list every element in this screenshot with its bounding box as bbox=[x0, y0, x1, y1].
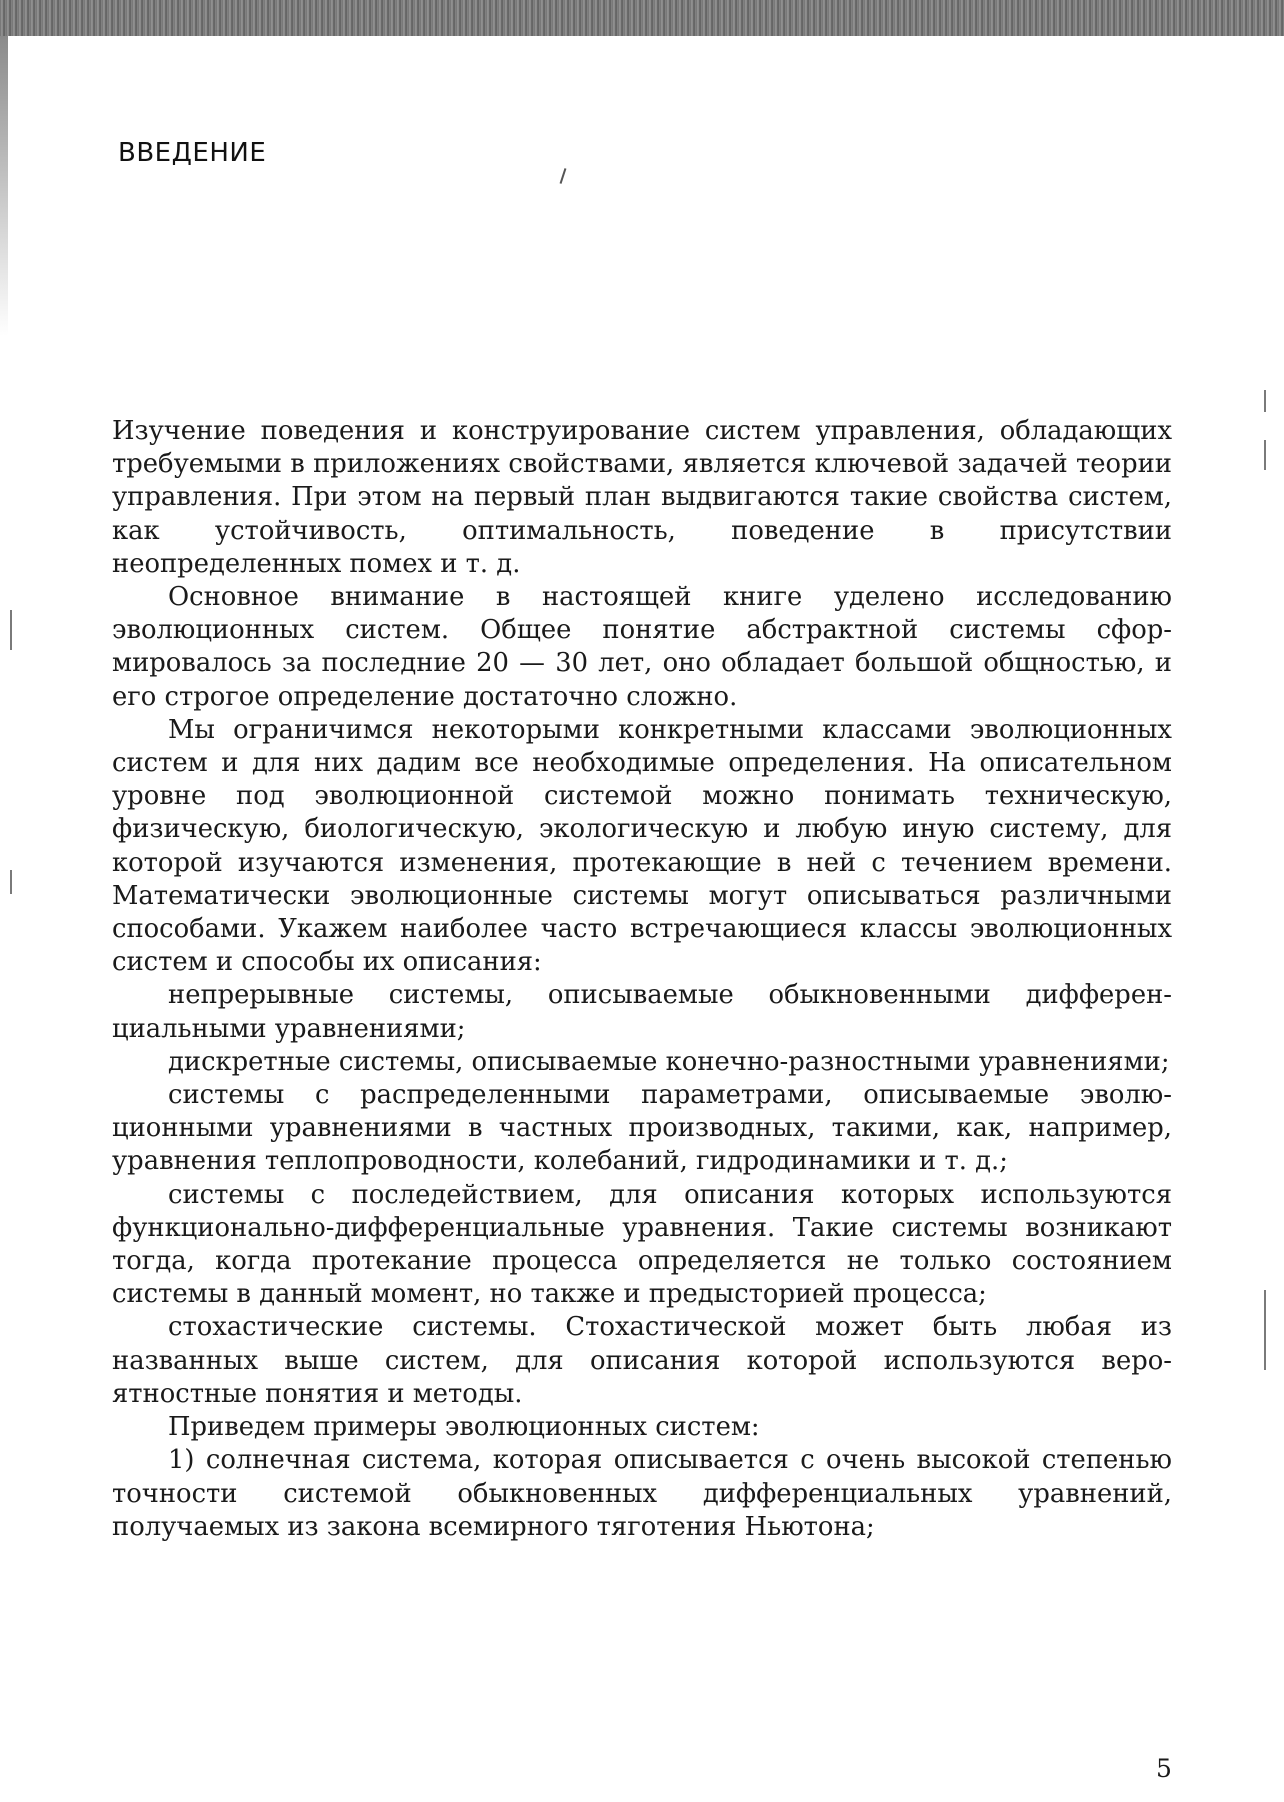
scan-margin-mark bbox=[10, 870, 12, 894]
page-number: 5 bbox=[1156, 1754, 1172, 1783]
paragraph-examples-intro: Приведем примеры эволюционных систем: bbox=[168, 1412, 760, 1443]
scan-margin-mark bbox=[1264, 440, 1266, 470]
list-item-aftereffect: системы с последействием, для описания которых используются функционально-дифференциальные уравнения. Такие системы возникают тогда, когда протекание процесса определяется не только состоянием системы в данный момент, но также и предысторией процесса; bbox=[112, 1179, 1172, 1310]
scan-margin-mark bbox=[1264, 390, 1266, 412]
paragraph-intro: Изучение поведения и конструирование систем управления, обладающих требуемыми в приложениях свойствами, является ключевой задачей теории управления. При этом на первый план выдвигаются такие свойства систем, как устойчивость, оптимальность, поведение в присутствии неопределенных помех и т. д. bbox=[112, 416, 1172, 579]
list-item-continuous: непрерывные системы, описываемые обыкновенными дифференциальными уравнениями; bbox=[112, 980, 1172, 1044]
body-text bbox=[112, 415, 1172, 1544]
list-item-stochastic: стохастические системы. Стохастической может быть любая из названных выше систем, для описания которой используются вероятностные понятия и методы. bbox=[112, 1312, 1172, 1409]
list-item-discrete: дискретные системы, описываемые конечно-разностными уравнениями; bbox=[168, 1046, 1170, 1077]
scan-left-edge bbox=[0, 36, 8, 336]
chapter-title: ВВЕДЕНИЕ bbox=[118, 138, 267, 168]
paragraph-classes: Мы ограничимся некоторыми конкретными классами эволюционных систем и для них дадим все необходимые определения. На описательном уровне под эволюционной системой можно понимать техническую, физическую, биологическую, экологическую и любую иную систему, для которой изучаются изменения, протекающие в ней с течением времени. Математически эволюционные системы могут описываться различными способами. Укажем наиболее часто встречающиеся классы эволюционных систем и способы их описания: bbox=[112, 714, 1172, 978]
scan-margin-mark bbox=[10, 610, 12, 650]
paragraph-example-solar: 1) солнечная система, которая описывается с очень высокой степенью точности системой обыкновенных дифференциальных уравнений, получаемых из закона всемирного тяготения Ньютона; bbox=[112, 1445, 1172, 1542]
scan-margin-mark bbox=[1264, 1290, 1266, 1370]
scan-stray-mark bbox=[560, 168, 567, 184]
paragraph-evolutionary-systems: Основное внимание в настоящей книге уделено исследованию эволюционных систем. Общее понятие абстрактной системы сформировалось за последние 20 — 30 лет, оно обладает большой общностью, и его строгое определение достаточно сложно. bbox=[112, 582, 1172, 712]
scan-top-band bbox=[0, 0, 1284, 36]
list-item-distributed: системы с распределенными параметрами, описываемые эволюционными уравнениями в частных производных, такими, как, например, уравнения теплопроводности, колебаний, гидродинамики и т. д.; bbox=[112, 1080, 1172, 1177]
